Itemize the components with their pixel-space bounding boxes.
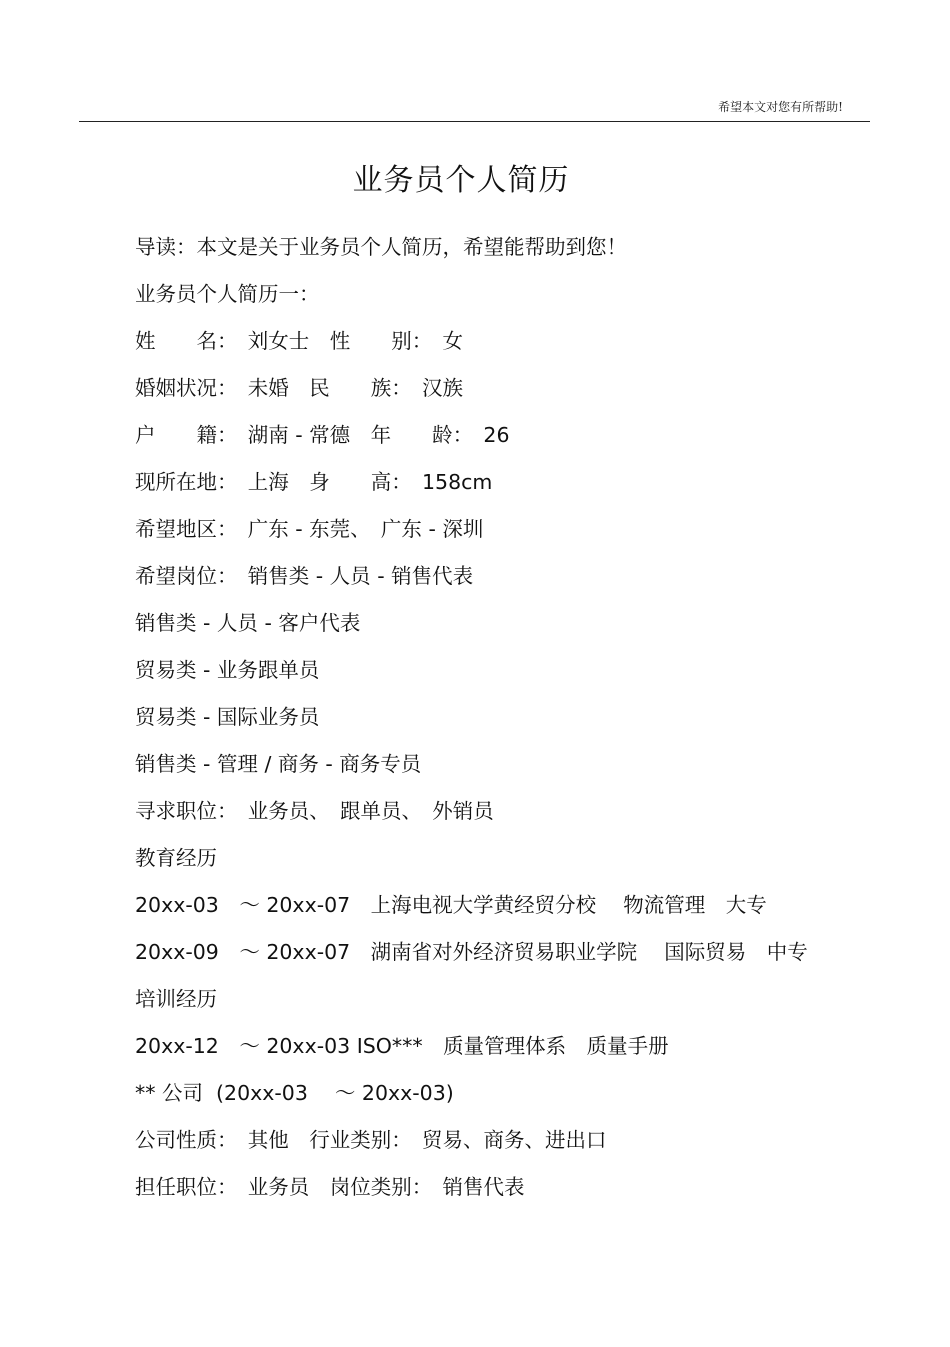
body-line-location-height: 现所在地： 上海 身 高： 158cm [135, 470, 493, 494]
body-line-position-3: 贸易类 - 业务跟单员 [135, 658, 320, 682]
body-line-marital-ethnicity: 婚姻状况： 未婚 民 族： 汉族 [135, 376, 463, 400]
body-line-education-1: 20xx-03 ～ 20xx-07 上海电视大学黄经贸分校 物流管理 大专 [135, 893, 767, 917]
body-line-company: ** 公司 (20xx-03 ～ 20xx-03) [135, 1081, 454, 1105]
body-line-company-type: 公司性质： 其他 行业类别： 贸易、商务、进出口 [135, 1128, 607, 1152]
header-note: 希望本文对您有所帮助! [718, 100, 843, 114]
body-line-section-one: 业务员个人简历一： [135, 282, 320, 306]
body-line-position-5: 销售类 - 管理 / 商务 - 商务专员 [135, 752, 422, 776]
body-line-origin-age: 户 籍： 湖南 - 常德 年 龄： 26 [135, 423, 510, 447]
body-line-desired-position: 希望岗位： 销售类 - 人员 - 销售代表 [135, 564, 474, 588]
body-line-seeking-job: 寻求职位： 业务员、 跟单员、 外销员 [135, 799, 494, 823]
header-rule [79, 121, 870, 122]
body-line-intro: 导读：本文是关于业务员个人简历，希望能帮助到您！ [135, 235, 627, 259]
body-line-name-gender: 姓 名： 刘女士 性 别： 女 [135, 329, 463, 353]
body-line-position-2: 销售类 - 人员 - 客户代表 [135, 611, 361, 635]
body-line-desired-region: 希望地区： 广东 - 东莞、 广东 - 深圳 [135, 517, 484, 541]
section-heading-training: 培训经历 [135, 987, 217, 1011]
document-title: 业务员个人简历 [352, 163, 570, 198]
body-line-education-2: 20xx-09 ～ 20xx-07 湖南省对外经济贸易职业学院 国际贸易 中专 [135, 940, 808, 964]
body-line-job-held: 担任职位： 业务员 岗位类别： 销售代表 [135, 1175, 525, 1199]
body-line-position-4: 贸易类 - 国际业务员 [135, 705, 320, 729]
section-heading-education: 教育经历 [135, 846, 217, 870]
body-line-training-1: 20xx-12 ～ 20xx-03 ISO*** 质量管理体系 质量手册 [135, 1034, 669, 1058]
